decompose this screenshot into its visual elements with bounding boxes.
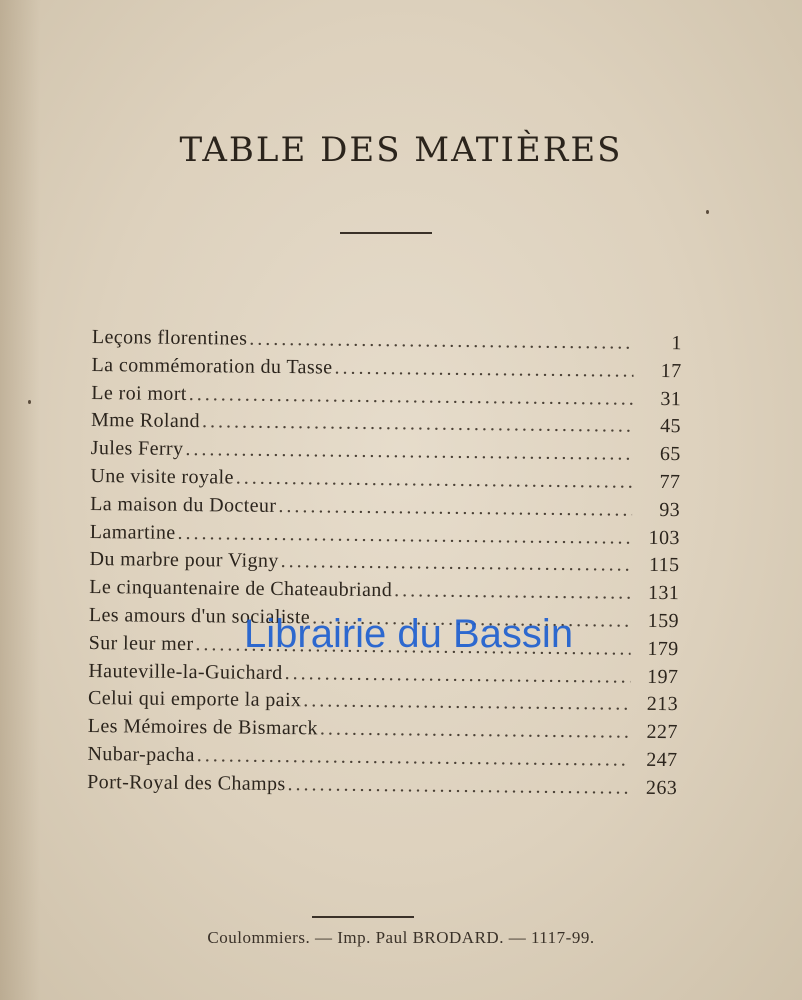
toc-entry-title: Mme Roland	[90, 409, 201, 433]
toc-page-number: 227	[646, 720, 678, 744]
toc-leader-dots	[320, 718, 630, 744]
toc-leader-dots	[281, 550, 632, 577]
table-of-contents	[87, 326, 682, 805]
toc-page-number: 159	[647, 609, 680, 633]
toc-leader-dots	[334, 356, 633, 382]
toc-page-number: 77	[659, 470, 681, 494]
printer-imprint: Coulommiers. — Imp. Paul BRODARD. — 1117-99.	[207, 928, 595, 947]
paper-speck	[706, 210, 709, 214]
toc-entry-title: Port-Royal des Champs	[87, 770, 286, 795]
toc-entry-title: Le roi mort	[91, 381, 187, 405]
toc-page-number: 31	[660, 387, 682, 410]
toc-leader-dots	[185, 438, 632, 466]
title-divider	[340, 232, 432, 234]
toc-leader-dots	[394, 579, 631, 604]
watermark-text: Librairie du Bassin	[244, 612, 574, 656]
toc-leader-dots	[236, 466, 633, 493]
toc-entry-title: Leçons florentines	[91, 326, 248, 350]
footer-divider	[312, 916, 414, 918]
toc-entry-title: La maison du Docteur	[90, 492, 277, 517]
toc-page-number: 17	[660, 359, 682, 382]
toc-leader-dots	[197, 744, 630, 772]
toc-entry-title: Du marbre pour Vigny	[89, 548, 279, 573]
toc-entry-title: Celui qui emporte la paix	[87, 687, 302, 712]
toc-page-number: 93	[659, 498, 681, 521]
toc-leader-dots	[177, 521, 631, 549]
toc-entry	[87, 771, 677, 805]
toc-leader-dots	[202, 411, 633, 439]
toc-entry-title: La commémoration du Tasse	[91, 353, 333, 379]
toc-entry-title: Une visite royale	[90, 464, 234, 489]
toc-entry-title: Les amours d'un socialiste	[88, 603, 311, 629]
toc-page-number: 213	[646, 693, 679, 716]
toc-entry-title: Jules Ferry	[90, 437, 184, 461]
paper-speck	[28, 400, 31, 404]
toc-page-number: 247	[646, 748, 678, 772]
toc-page-number: 197	[647, 665, 679, 688]
toc-leader-dots	[249, 328, 634, 355]
page-title: TABLE DES MATIÈRES	[179, 130, 623, 170]
toc-page-number: 1	[671, 332, 682, 355]
toc-entry-title: Les Mémoires de Bismarck	[87, 715, 319, 740]
toc-entry-title: Le cinquantenaire de Chateaubriand	[89, 576, 393, 602]
toc-page-number: 263	[645, 776, 678, 799]
toc-leader-dots	[303, 690, 630, 716]
toc-entry-title: Hauteville-la-Guichard	[88, 659, 283, 684]
toc-leader-dots	[189, 383, 634, 411]
toc-page-number: 45	[660, 415, 682, 438]
toc-page-number: 131	[647, 582, 680, 605]
toc-page-number: 179	[647, 637, 679, 660]
toc-page-number: 115	[648, 554, 680, 577]
toc-entry-title: Sur leur mer	[88, 631, 194, 655]
toc-leader-dots	[278, 495, 632, 522]
toc-entry-title: Nubar-pacha	[87, 742, 195, 767]
toc-leader-dots	[285, 662, 631, 689]
toc-entry-title: Lamartine	[89, 520, 176, 544]
toc-page-number: 65	[659, 443, 681, 466]
toc-leader-dots	[287, 773, 629, 800]
toc-page-number: 103	[648, 526, 680, 549]
